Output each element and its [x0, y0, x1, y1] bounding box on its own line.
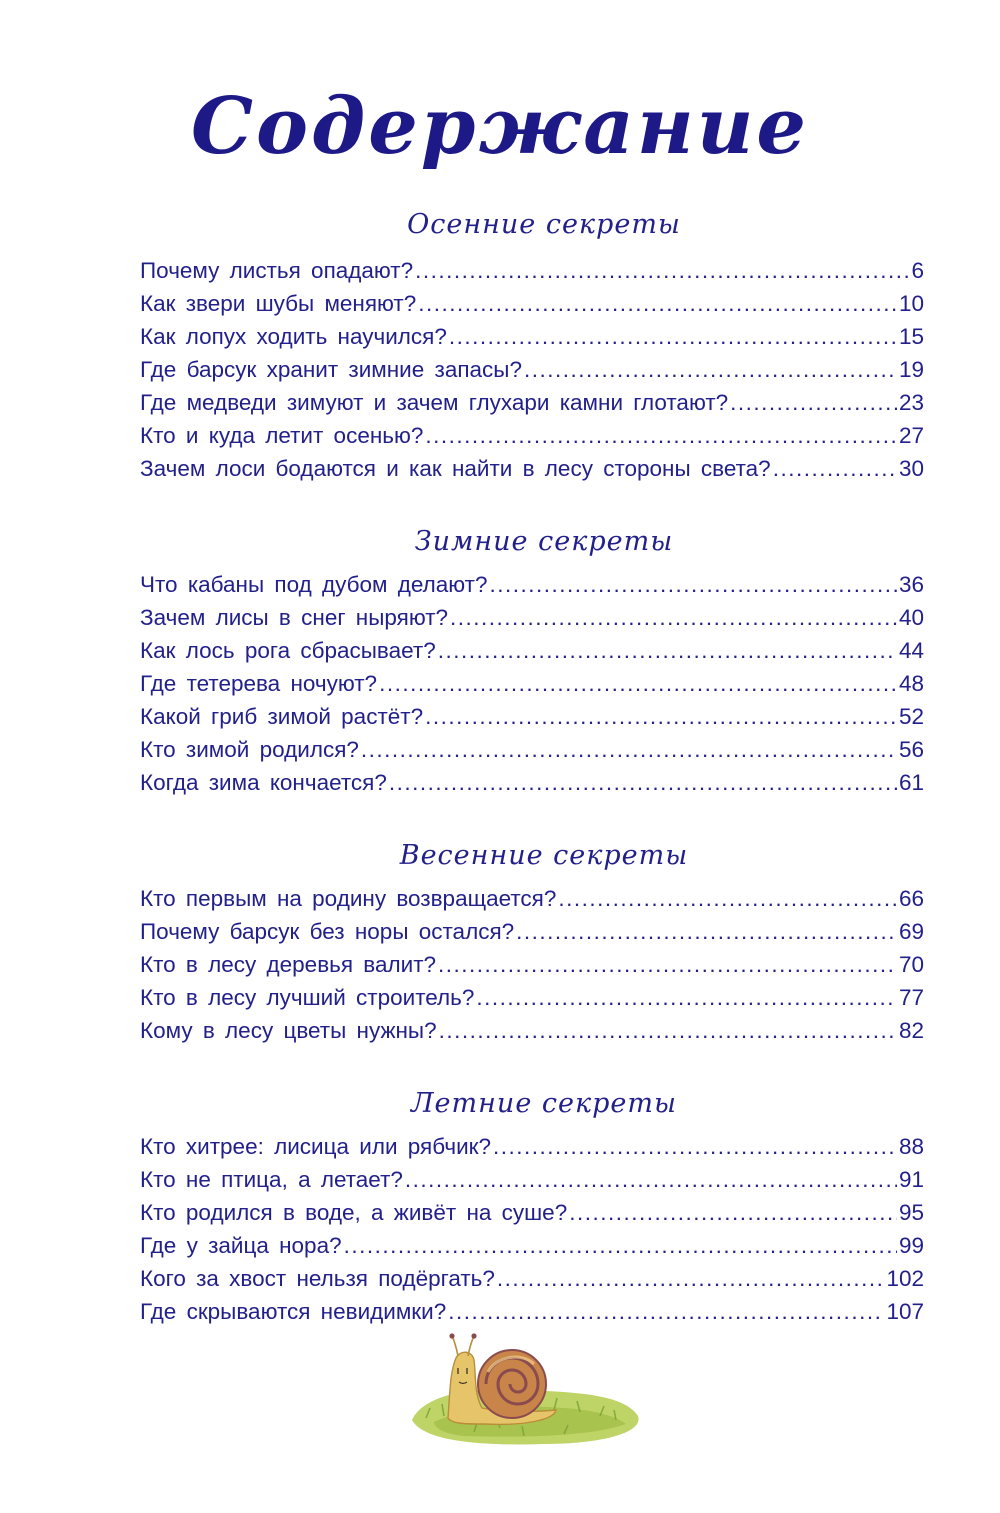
- toc-entry[interactable]: [140, 766, 924, 799]
- toc-entry[interactable]: [140, 386, 924, 419]
- toc-entry[interactable]: [140, 287, 924, 320]
- toc-entry[interactable]: [140, 634, 924, 667]
- entry-title: Зачем лоси бодаются и как найти в лесу стороны света?: [140, 456, 771, 481]
- entry-title: Кто зимой родился?: [140, 737, 359, 762]
- dot-leader: [569, 1196, 897, 1229]
- entry-page-number: 107: [886, 1299, 924, 1324]
- entry-title: Кто не птица, а летает?: [140, 1167, 403, 1192]
- entry-title: Почему барсук без норы остался?: [140, 919, 515, 944]
- entry-page-number: 23: [898, 390, 924, 415]
- toc-entry[interactable]: [140, 1163, 924, 1196]
- entry-title: Где барсук хранит зимние запасы?: [140, 357, 522, 382]
- entry-title: Как лось рога сбрасывает?: [140, 638, 436, 663]
- entry-title: Кому в лесу цветы нужны?: [140, 1018, 437, 1043]
- toc-entry[interactable]: [140, 1014, 924, 1047]
- toc-entry[interactable]: [140, 700, 924, 733]
- entry-title: Где у зайца нора?: [140, 1233, 342, 1258]
- entry-page-number: 61: [898, 770, 924, 795]
- dot-leader: [439, 1014, 897, 1047]
- entry-page-number: 30: [898, 456, 924, 481]
- entry-title: Зачем лисы в снег ныряют?: [140, 605, 449, 630]
- entry-title: Где тетерева ночуют?: [140, 671, 378, 696]
- section-heading: Зимние секреты: [414, 526, 674, 557]
- toc-entry[interactable]: [140, 601, 924, 634]
- entry-page-number: 88: [898, 1134, 924, 1159]
- entry-title: Кто и куда летит осенью?: [140, 423, 424, 448]
- toc-section-summer: [140, 1078, 924, 1328]
- entry-page-number: 6: [911, 258, 924, 283]
- dot-leader: [449, 320, 897, 353]
- entry-title: Кого за хвост нельзя подёргать?: [140, 1266, 495, 1291]
- entry-page-number: 40: [898, 605, 924, 630]
- toc-entry[interactable]: [140, 1130, 924, 1163]
- toc-entry[interactable]: [140, 320, 924, 353]
- toc-entry[interactable]: [140, 948, 924, 981]
- toc-entry[interactable]: [140, 733, 924, 766]
- toc-entry[interactable]: [140, 452, 924, 485]
- toc-entry[interactable]: [140, 353, 924, 386]
- entry-page-number: 95: [898, 1200, 924, 1225]
- dot-leader: [558, 882, 897, 915]
- entry-title: Кто родился в воде, а живёт на суше?: [140, 1200, 568, 1225]
- table-of-contents: [140, 196, 924, 1359]
- toc-section-autumn: [140, 196, 924, 485]
- entry-page-number: 19: [898, 357, 924, 382]
- entry-title: Что кабаны под дубом делают?: [140, 572, 488, 597]
- dot-leader: [361, 733, 897, 766]
- dot-leader: [438, 634, 897, 667]
- toc-entry[interactable]: [140, 254, 924, 287]
- entry-page-number: 66: [898, 886, 924, 911]
- dot-leader: [418, 287, 897, 320]
- dot-leader: [524, 353, 897, 386]
- toc-entry[interactable]: [140, 1196, 924, 1229]
- toc-entry[interactable]: [140, 419, 924, 452]
- toc-entry[interactable]: [140, 568, 924, 601]
- toc-section-winter: [140, 516, 924, 799]
- entry-page-number: 102: [886, 1266, 924, 1291]
- toc-entry[interactable]: [140, 981, 924, 1014]
- entry-page-number: 27: [898, 423, 924, 448]
- entry-page-number: 52: [898, 704, 924, 729]
- entry-title: Как лопух ходить научился?: [140, 324, 447, 349]
- entry-title: Кто в лесу лучший строитель?: [140, 985, 475, 1010]
- toc-entry[interactable]: [140, 1262, 924, 1295]
- toc-entry[interactable]: [140, 882, 924, 915]
- toc-section-spring: [140, 830, 924, 1047]
- page-title: Содержание: [190, 81, 810, 172]
- dot-leader: [415, 254, 909, 287]
- dot-leader: [773, 452, 897, 485]
- entry-page-number: 91: [898, 1167, 924, 1192]
- dot-leader: [516, 915, 897, 948]
- entry-title: Кто хитрее: лисица или рябчик?: [140, 1134, 492, 1159]
- dot-leader: [425, 700, 897, 733]
- entry-title: Какой гриб зимой растёт?: [140, 704, 424, 729]
- entry-page-number: 69: [898, 919, 924, 944]
- dot-leader: [476, 981, 897, 1014]
- entry-page-number: 70: [898, 952, 924, 977]
- entry-title: Как звери шубы меняют?: [140, 291, 417, 316]
- dot-leader: [497, 1262, 885, 1295]
- entry-page-number: 44: [898, 638, 924, 663]
- entry-page-number: 82: [898, 1018, 924, 1043]
- dot-leader: [730, 386, 897, 419]
- dot-leader: [344, 1229, 897, 1262]
- toc-entry[interactable]: [140, 915, 924, 948]
- entry-title: Почему листья опадают?: [140, 258, 414, 283]
- dot-leader: [438, 948, 897, 981]
- toc-entry[interactable]: [140, 1229, 924, 1262]
- dot-leader: [379, 667, 897, 700]
- entry-page-number: 77: [898, 985, 924, 1010]
- entry-page-number: 99: [898, 1233, 924, 1258]
- entry-title: Когда зима кончается?: [140, 770, 387, 795]
- entry-title: Кто в лесу деревья валит?: [140, 952, 437, 977]
- entry-page-number: 56: [898, 737, 924, 762]
- dot-leader: [405, 1163, 897, 1196]
- dot-leader: [493, 1130, 897, 1163]
- dot-leader: [448, 1295, 884, 1328]
- entry-page-number: 10: [898, 291, 924, 316]
- entry-page-number: 15: [898, 324, 924, 349]
- dot-leader: [489, 568, 897, 601]
- section-heading: Летние секреты: [411, 1088, 677, 1119]
- dot-leader: [450, 601, 897, 634]
- section-heading: Осенние секреты: [407, 209, 681, 240]
- entry-page-number: 36: [898, 572, 924, 597]
- entry-page-number: 48: [898, 671, 924, 696]
- dot-leader: [389, 766, 897, 799]
- toc-entry[interactable]: [140, 667, 924, 700]
- entry-title: Где медведи зимуют и зачем глухари камни глотают?: [140, 390, 729, 415]
- entry-title: Где скрываются невидимки?: [140, 1299, 447, 1324]
- toc-entry[interactable]: [140, 1295, 924, 1328]
- snail-icon: [404, 1332, 644, 1450]
- section-heading: Весенние секреты: [399, 840, 689, 871]
- dot-leader: [425, 419, 897, 452]
- entry-title: Кто первым на родину возвращается?: [140, 886, 557, 911]
